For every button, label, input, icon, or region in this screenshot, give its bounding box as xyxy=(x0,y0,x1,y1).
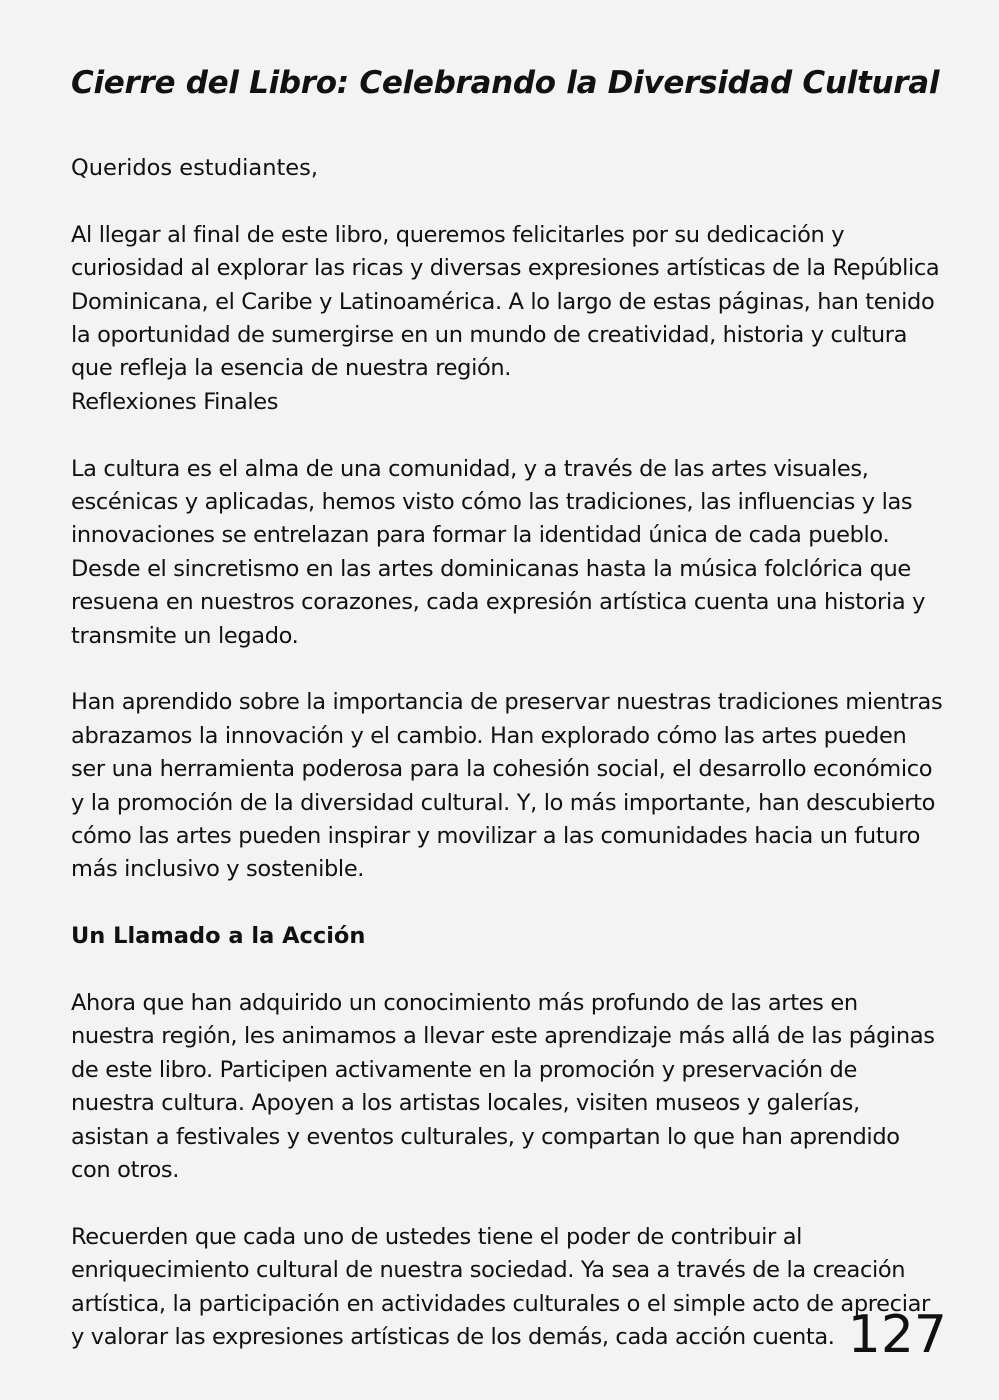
document-page xyxy=(71,62,943,1355)
greeting: Queridos estudiantes, xyxy=(71,155,319,181)
page-title: Cierre del Libro: Celebrando la Diversidad Cultural xyxy=(71,65,940,101)
paragraph-learned: Han aprendido sobre la importancia de preservar nuestras tradiciones mientras abrazamos la innovación y el cambio. Han explorado cómo las artes pueden ser una herramienta poderosa para la cohesión social, el desarrollo económico y la promoción de la diversidad cultural. Y, lo más importante, han descubierto cómo las artes pueden inspirar y movilizar a las comunidades hacia un futuro más inclusivo y sostenible. xyxy=(71,689,943,883)
page-number: 127 xyxy=(847,1305,947,1365)
paragraph-intro: Al llegar al final de este libro, queremos felicitarles por su dedicación y curiosidad al explorar las ricas y diversas expresiones artísticas de la República Dominicana, el Caribe y Latinoamérica. A lo largo de estas páginas, han tenido la oportunidad de sumergirse en un mundo de creatividad, historia y cultura que refleja la esencia de nuestra región. xyxy=(71,221,940,382)
paragraph-reflexiones-label: Reflexiones Finales xyxy=(71,388,279,415)
paragraph-closing: Recuerden que cada uno de ustedes tiene el poder de contribuir al enriquecimiento cultural de nuestra sociedad. Ya sea a través de la creación artística, la participación en actividades culturales o el simple acto de apreciar y valorar las expresiones artísticas de los demás, cada acción cuenta. xyxy=(71,1223,930,1351)
paragraph-culture: La cultura es el alma de una comunidad, y a través de las artes visuales, escénicas y aplicadas, hemos visto cómo las tradiciones, las influencias y las innovaciones se entrelazan para formar la identidad única de cada pueblo. Desde el sincretismo en las artes dominicanas hasta la música folclórica que resuena en nuestros corazones, cada expresión artística cuenta una historia y transmite un legado. xyxy=(71,455,926,649)
paragraph-call-to-action: Ahora que han adquirido un conocimiento más profundo de las artes en nuestra región, les animamos a llevar este aprendizaje más allá de las páginas de este libro. Participen activamente en la promoción y preservación de nuestra cultura. Apoyen a los artistas locales, visiten museos y galerías, asistan a festivales y eventos culturales, y compartan lo que han aprendido con otros. xyxy=(71,990,935,1184)
section-heading: Un Llamado a la Acción xyxy=(71,923,366,950)
